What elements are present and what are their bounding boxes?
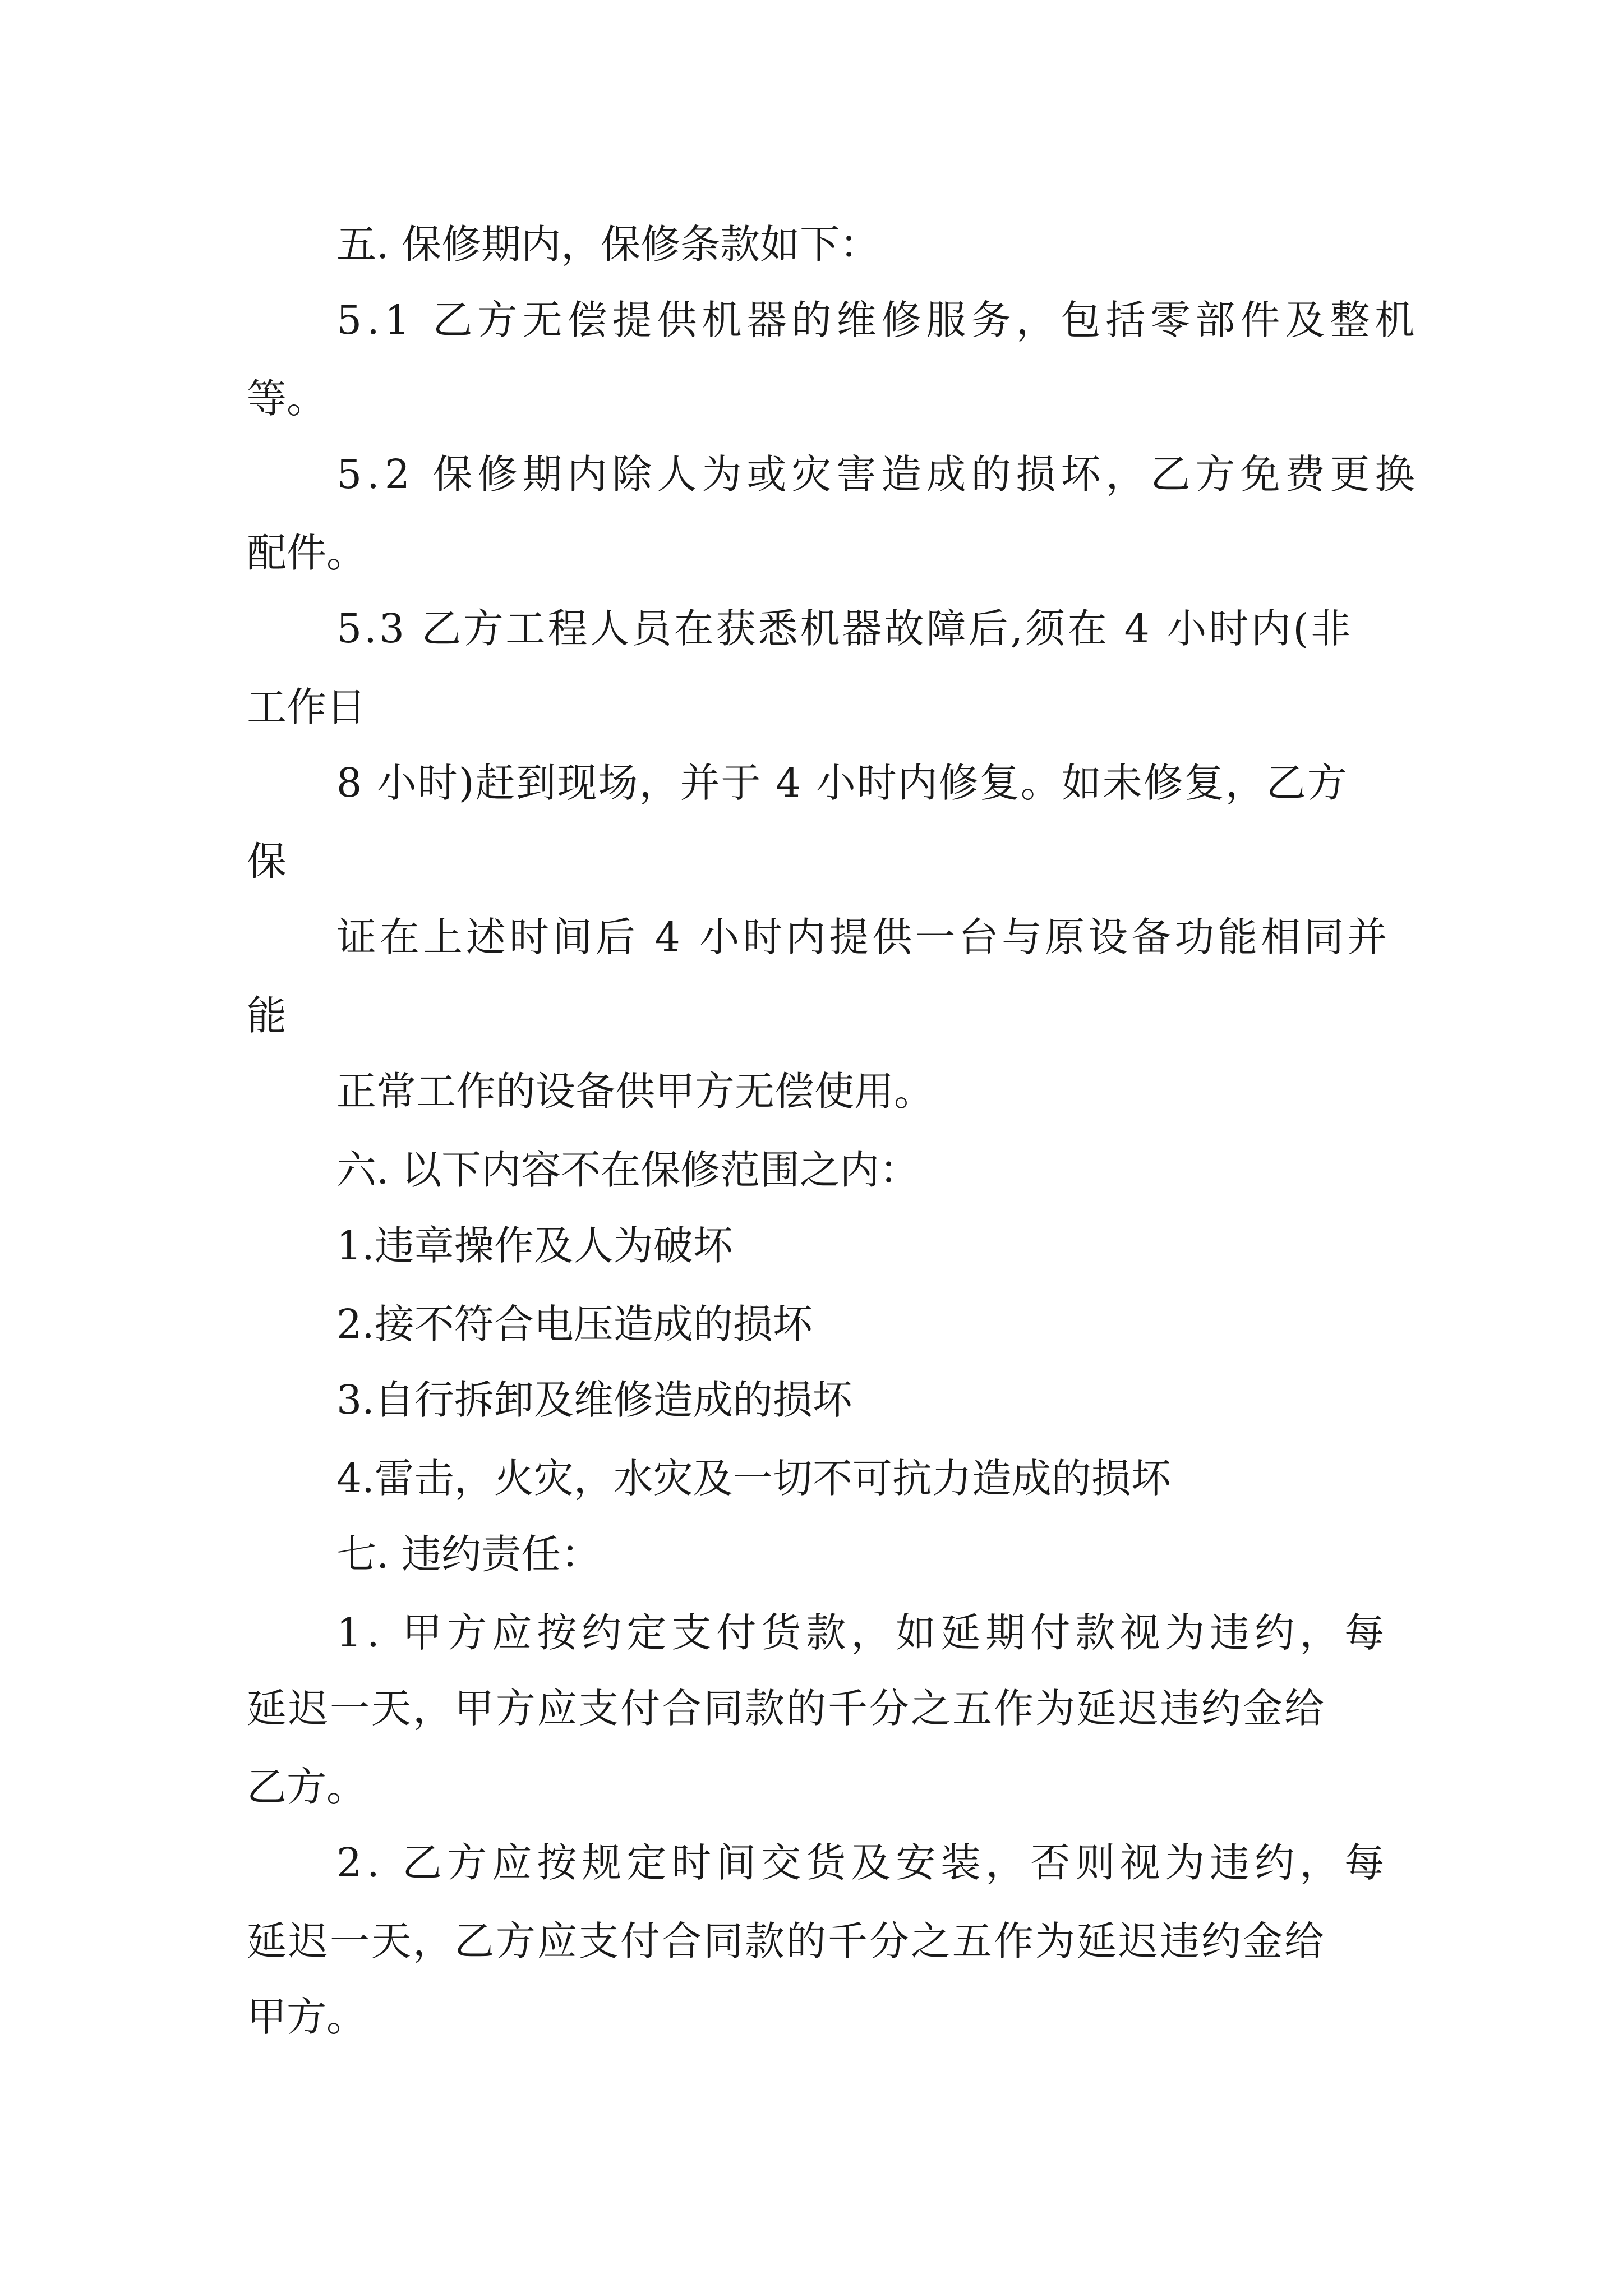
section-7-heading: 七. 违约责任： — [336, 1531, 601, 1577]
clause-5-1: 5.1 乙方无偿提供机器的维修服务，包括零部件及整机 — [336, 297, 1420, 343]
clause-5-3-cont-3: 保 — [247, 838, 287, 885]
liability-item-2-end: 甲方。 — [247, 1994, 367, 2040]
exclusion-item-1: 1.违章操作及人为破坏 — [336, 1222, 733, 1269]
clause-5-3-cont-6: 正常工作的设备供甲方无偿使用。 — [336, 1068, 934, 1115]
liability-item-2: 2. 乙方应按规定时间交货及安装，否则视为违约，每 — [336, 1839, 1390, 1886]
clause-5-3-cont-1: 工作日 — [247, 684, 367, 730]
exclusion-item-3: 3.自行拆卸及维修造成的损坏 — [336, 1377, 852, 1423]
clause-5-3-cont-4: 证在上述时间后 4 小时内提供一台与原设备功能相同并 — [336, 914, 1391, 960]
clause-5-2-cont: 配件。 — [247, 530, 367, 576]
clause-5-3-cont-2: 8 小时)赶到现场，并于 4 小时内修复。如未修复，乙方 — [336, 760, 1348, 806]
section-6-heading: 六. 以下内容不在保修范围之内： — [336, 1147, 920, 1193]
liability-item-1-end: 乙方。 — [247, 1764, 367, 1810]
clause-5-2: 5.2 保修期内除人为或灾害造成的损坏，乙方免费更换 — [336, 451, 1420, 498]
liability-item-1-cont: 延迟一天，甲方应支付合同款的千分之五作为延迟违约金给 — [247, 1685, 1326, 1732]
clause-5-3-cont-5: 能 — [247, 992, 287, 1039]
clause-5-3: 5.3 乙方工程人员在获悉机器故障后,须在 4 小时内(非 — [336, 605, 1353, 652]
section-5-heading: 五. 保修期内，保修条款如下： — [336, 221, 880, 268]
exclusion-item-2: 2.接不符合电压造成的损坏 — [336, 1301, 813, 1347]
clause-5-1-cont: 等。 — [247, 375, 327, 422]
exclusion-item-4: 4.雷击，火灾，水灾及一切不可抗力造成的损坏 — [336, 1455, 1171, 1502]
liability-item-1: 1. 甲方应按约定支付货款，如延期付款视为违约，每 — [336, 1609, 1390, 1656]
liability-item-2-cont: 延迟一天，乙方应支付合同款的千分之五作为延迟违约金给 — [247, 1918, 1326, 1964]
